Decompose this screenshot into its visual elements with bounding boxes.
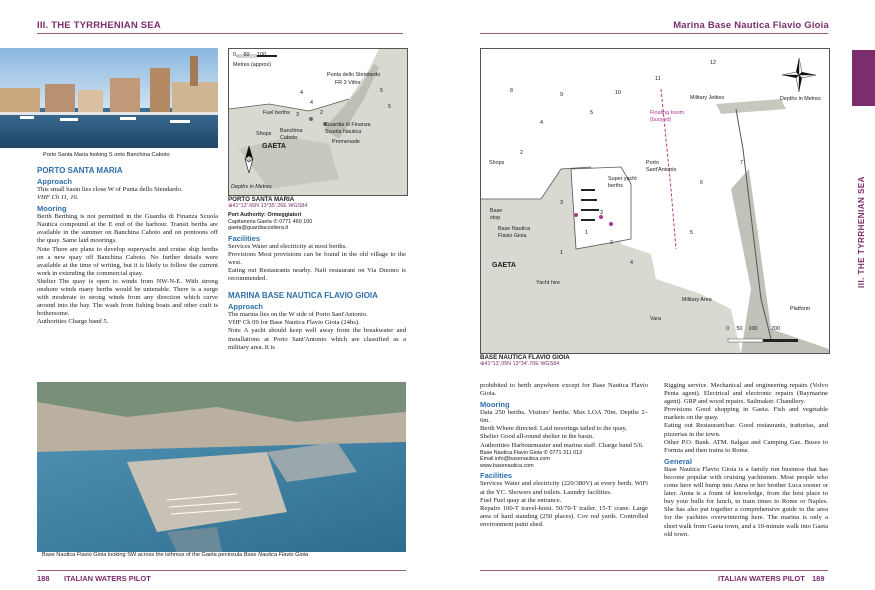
- section-heading: MARINA BASE NAUTICA FLAVIO GIOIA: [228, 291, 378, 301]
- body-text: The marina lies on the W side of Porto Sant'Antonio.: [228, 311, 368, 319]
- body-text: Provisions Good shopping in Gaeta. Fish and vegetable markets on the quay.: [664, 406, 828, 422]
- photo2-caption: [42, 552, 406, 559]
- body-text: prohibited to berth anywhere except for Base Nautica Flavio Gioia.: [480, 382, 648, 398]
- body-text: Other P.O. Bank. ATM. Italgaz and Camping Gaz. Buses to Formia and then trains to Rome.: [664, 438, 828, 454]
- map1-label-promenade: Promenade: [332, 139, 360, 145]
- map2-scale-ticks: [726, 326, 780, 333]
- map2-depth: 2: [610, 240, 613, 246]
- map1-depth: 3: [296, 112, 299, 118]
- map2-label-platform: Platform: [790, 306, 811, 312]
- port-authority-title: Port Authority: Ormeggiatori: [228, 212, 302, 218]
- map2-depth: 3: [600, 210, 603, 216]
- body-text: Shelter The quay is open to winds from NW-N-E. With strong onshore winds many berths would be untenable. There is a surge with moderate to strong winds from any direction which curve around into the bay. The wash from fishing boats and other craft is bothersome.: [37, 277, 218, 318]
- map2-depth: 6: [700, 180, 703, 186]
- map2-depth: 10: [615, 90, 621, 96]
- map2-depth: 1: [585, 230, 588, 236]
- photo-base-nautica-aerial: [37, 382, 406, 552]
- map1-depth: 2: [320, 110, 323, 116]
- map2-scale-100: 100: [748, 326, 758, 332]
- map1-title: PORTO SANTA MARIA: [228, 196, 295, 203]
- map1-depth: 4: [300, 90, 303, 96]
- body-text: Services Water and electricity at most berths.: [228, 242, 347, 250]
- map2-label-shops: Shops: [489, 160, 505, 166]
- map2-scale-200: 200: [770, 326, 780, 332]
- map1-depth: 4: [310, 100, 313, 106]
- map2-depth: 2: [520, 150, 523, 156]
- left-column: [37, 166, 218, 327]
- footer-rule-right: [480, 570, 828, 571]
- map2-label-super-yacht: Super yacht berths: [608, 176, 637, 189]
- map2-depth: 4: [630, 260, 633, 266]
- map1-scale-0: 0: [233, 52, 236, 58]
- subheading: Facilities: [480, 471, 513, 481]
- map1-label-banchina: Banchina Caboto: [280, 128, 303, 141]
- page-number-left: 188: [37, 574, 50, 583]
- map2-scale-50: 50: [736, 326, 743, 332]
- map2-depth: 4: [540, 120, 543, 126]
- map1-scale-ticks: [233, 52, 266, 59]
- map1-scale-100: 100: [257, 52, 266, 58]
- map2-depth: 5: [590, 110, 593, 116]
- body-text: Rigging service. Mechanical and engineering repairs (Volvo Penta agent). Electrical and electronic repairs (Raymarine agent). GRP and wood repairs. Sailmaker. Chandlery.: [664, 382, 828, 406]
- map2-depth: 8: [510, 88, 513, 94]
- body-text: Repairs 100-T travel-hoist. 50/70-T trailer. 15-T crane. Large area of hard standing (250 places). Cov red yards. Controlled environment paint shed.: [480, 504, 648, 528]
- body-text: Authorities Charge band 5.: [37, 318, 109, 326]
- footer-title-left: ITALIAN WATERS PILOT: [64, 574, 151, 583]
- body-text: Provisions Most provisions can be found in the old village to the west.: [228, 250, 406, 266]
- body-text: Fuel Fuel quay at the entrance.: [480, 496, 562, 504]
- map2-depth: 3: [560, 200, 563, 206]
- map2-label-base-stop: Base stop: [490, 208, 503, 221]
- contact-phone: Base Nautica Flavio Gioia ✆ 0771 311 013: [480, 449, 583, 456]
- map-base-nautica: [480, 48, 830, 354]
- middle-column: [228, 212, 406, 352]
- map1-depth: 5: [388, 104, 391, 110]
- map2-label-military-area: Military Area: [682, 297, 712, 303]
- map2-label-depths: Depths in Metres: [780, 96, 821, 102]
- photo2-caption-credit: Base Nautica Flavio Gioia: [243, 552, 309, 558]
- subheading: Mooring: [480, 400, 510, 410]
- map1-label-fuel: Fuel berths: [263, 110, 290, 116]
- map2-label-base: Base Nautica Flavio Gioia: [498, 226, 531, 239]
- contact-email[interactable]: Email info@basenautica.com: [480, 456, 550, 463]
- photo-porto-santa-maria: [0, 48, 218, 148]
- footer-rule-left: [37, 570, 406, 571]
- map2-depth: 12: [710, 60, 716, 66]
- body-text: Note There are plans to develop superyacht and cruise ship berths on a new quay off Banchina Caboto. No further details were available at the time of writing, but it is likely to follow the current work in extending the commercial quay.: [37, 245, 218, 277]
- photo2-caption-text: Base Nautica Flavio Gioia looking SW across the isthmus of the Gaeta peninsula: [42, 552, 244, 558]
- page-number-right: 189: [812, 574, 825, 583]
- body-text: Berth Where directed. Laid moorings tailed to the quay.: [480, 425, 628, 433]
- right-column-2: [664, 382, 828, 539]
- body-text: Note A yacht should keep well away from the breakwater and installations at Porto Sant'Antonio which are classified as a military area. It is: [228, 327, 406, 351]
- body-text: Shelter Good all-round shelter in the basin.: [480, 433, 594, 441]
- running-header-left: III. THE TYRRHENIAN SEA: [37, 20, 161, 31]
- north-arrow-icon: [241, 145, 257, 173]
- map2-coords: ⊕41°13'.05N 13°34'.70E WGS84: [480, 361, 560, 367]
- map2-depth: 11: [655, 76, 661, 82]
- running-header-right: Marina Base Nautica Flavio Gioia: [673, 20, 829, 31]
- map1-coords: ⊕41°12'.66N 13°35'.26E WGS84: [228, 203, 308, 209]
- body-text: This small basin lies close W of Punta dello Stendardo.: [37, 186, 183, 193]
- map1-scale-50: 50: [243, 52, 250, 58]
- map2-label-yacht-hire: Yacht hire: [536, 280, 560, 286]
- section-heading: PORTO SANTA MARIA: [37, 166, 123, 175]
- subheading: General: [664, 456, 692, 466]
- subheading: Mooring: [37, 204, 67, 214]
- map2-label-porto-santantonio: Porto Sant'Antonio: [646, 160, 677, 173]
- compass-rose-icon: [782, 58, 816, 92]
- contact-website[interactable]: www.basenautica.com: [480, 462, 534, 469]
- map1-label-depths: Depths in Metres: [231, 184, 272, 190]
- body-text: VHF Ch 09 for Base Nautica Flavio Gioia (24hs).: [228, 319, 360, 327]
- body-text: VHF Ch 11, 16.: [37, 194, 79, 202]
- subheading: Approach: [37, 177, 73, 186]
- photo1-caption: Porto Santa Maria looking S onto Banchina Caboto: [43, 152, 170, 158]
- body-text: Berth Berthing is not permitted in the Guardia di Finanza Scuola Nautica compound at the E end of the harbour. Transit berths are available in the summer on Banchina Caboto and on pontoons off the quay. Same laid moorings.: [37, 213, 218, 245]
- map1-label-shops: Shops: [256, 131, 272, 137]
- header-rule-right: [480, 33, 828, 34]
- body-text: Eating out Restaurants nearby. Nafi restaurant on Via Duomo is recommended.: [228, 267, 406, 283]
- map2-depth: 1: [560, 250, 563, 256]
- map2-depth: 9: [560, 92, 563, 98]
- chapter-side-label: III. THE TYRRHENIAN SEA: [857, 176, 866, 288]
- map2-label-floating-boom: Floating boom (buoyed): [650, 110, 685, 123]
- map1-depth: 5: [380, 88, 383, 94]
- body-text: Authorities Harbourmaster and marina staff. Charge band 5/6.: [480, 441, 644, 449]
- map1-label-faro: FR 3 Vittor: [335, 80, 361, 86]
- chapter-tab: [852, 50, 875, 106]
- body-text: Base Nautica Flavio Gioia is a family run business that has become popular with cruising yachtsmen. Most people who come here will bump into Anna or her brother Luca sooner or later. Anna is a fount of knowledge, from the best place to buy your bulls for lunch, to train times to Rome or Naples. She has also put together a comprehensive guide to the area for the yachties overwintering here. The marina is only a short walk from Gaeta town, and a 10-minute walk into Gaeta old town.: [664, 465, 828, 538]
- map2-depth: 5: [690, 230, 693, 236]
- map2-label-vara: Vara: [650, 316, 661, 322]
- footer-title-right: ITALIAN WATERS PILOT: [718, 574, 805, 583]
- right-column-1: [480, 382, 648, 529]
- map1-label-scuola: Guardia di Finanza Scuola Nautica: [325, 122, 371, 135]
- map2-label-military-jetties: Military Jetties: [690, 95, 725, 101]
- subheading: Approach: [228, 302, 264, 312]
- port-authority-email: gaeta@guardiacostiera.it: [228, 225, 289, 232]
- map1-label-punta: Punta dello Stendardo: [327, 72, 381, 78]
- body-text: Data 250 berths. Visitors' berths. Max LOA 70m. Depths 2–6m.: [480, 409, 648, 425]
- port-authority-phone: Capitaneria Gaeta ✆ 0771 460 100: [228, 218, 313, 225]
- header-rule-left: [37, 33, 403, 34]
- map2-title: BASE NAUTICA FLAVIO GIOIA: [480, 354, 570, 361]
- body-text: Services Water and electricity (220/380V) at every berth. WiFi at the YC. Showers and toilets. Laundry facilities.: [480, 480, 648, 496]
- map2-depth: 7: [740, 160, 743, 166]
- body-text: Eating out Restaurant/bar. Good restaurants, trattorias, and pizzerias in the town.: [664, 422, 828, 438]
- map1-scale-unit: Metres (approx): [233, 62, 272, 68]
- subheading: Facilities: [228, 233, 261, 243]
- map2-scale-0: 0: [726, 326, 729, 332]
- map1-label-gaeta: GAETA: [262, 143, 286, 150]
- map2-label-gaeta: GAETA: [492, 262, 516, 269]
